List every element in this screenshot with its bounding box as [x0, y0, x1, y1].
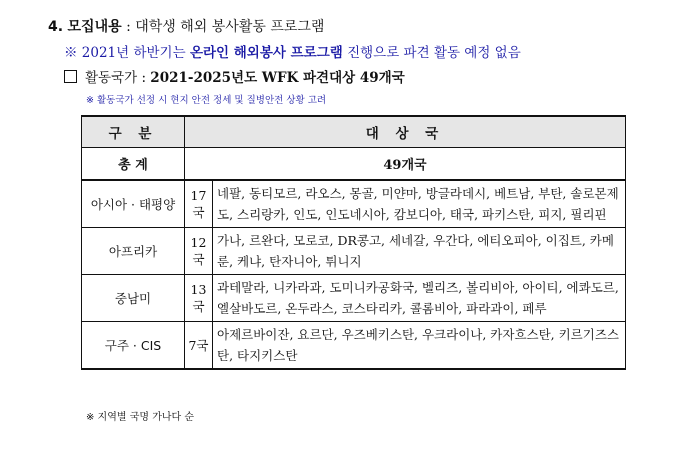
section-number: 4.	[48, 19, 64, 35]
table-row	[82, 180, 626, 228]
total-value: 49개국	[185, 148, 626, 181]
section-title: 모집내용	[67, 19, 122, 35]
country-list: 과테말라, 니카라과, 도미니카공화국, 벨리즈, 볼리비아, 아이티, 에콰도르, 엘살바도르, 온두라스, 코스타리카, 콜롬비아, 파라과이, 페루	[213, 275, 626, 322]
activity-countries-line	[64, 66, 405, 86]
table-row	[82, 228, 626, 275]
region-name: 아프리카	[82, 228, 185, 275]
country-count: 17국	[185, 180, 213, 228]
header-target-countries: 대 상 국	[185, 116, 626, 148]
order-note: ※ 지역별 국명 가나다 순	[86, 412, 195, 423]
reference-mark: ※	[64, 45, 78, 61]
online-note-pre: 2021년 하반기는	[77, 45, 190, 61]
countries-value: 2021-2025년도 WFK 파견대상 49개국	[150, 70, 405, 86]
online-note-post: 진행으로 파견 활동 예정 없음	[342, 45, 521, 61]
total-label: 총 계	[82, 148, 185, 181]
country-count: 7국	[185, 322, 213, 370]
online-note-highlight: 온라인 해외봉사 프로그램	[189, 45, 343, 61]
safety-note: ※ 활동국가 선정 시 현지 안전 정세 및 질병안전 상황 고려	[86, 95, 327, 106]
region-name: 아시아 · 태평양	[82, 180, 185, 228]
region-name: 중남미	[82, 275, 185, 322]
table-row	[82, 275, 626, 322]
header-category: 구 분	[82, 116, 185, 148]
section-colon: :	[121, 19, 136, 35]
country-list: 아제르바이잔, 요르단, 우즈베키스탄, 우크라이나, 카자흐스탄, 키르기즈스탄, 타지키스탄	[213, 322, 626, 370]
table-total-row	[82, 148, 626, 181]
target-countries-table	[81, 115, 626, 370]
region-name: 구주 · CIS	[82, 322, 185, 370]
online-program-note	[64, 41, 521, 61]
section-text: 대학생 해외 봉사활동 프로그램	[135, 19, 325, 35]
table-row	[82, 322, 626, 370]
countries-label: 활동국가 :	[85, 70, 151, 86]
country-count: 12국	[185, 228, 213, 275]
checkbox-square-icon	[64, 70, 77, 83]
country-list: 네팔, 동티모르, 라오스, 몽골, 미얀마, 방글라데시, 베트남, 부탄, 솔로몬제도, 스리랑카, 인도, 인도네시아, 캄보디아, 태국, 파키스탄, 피지, 필리핀	[213, 180, 626, 228]
country-count: 13국	[185, 275, 213, 322]
country-list: 가나, 르완다, 모로코, DR콩고, 세네갈, 우간다, 에티오피아, 이집트, 카메룬, 케냐, 탄자니아, 튀니지	[213, 228, 626, 275]
section-heading	[48, 16, 324, 36]
table-header-row	[82, 116, 626, 148]
